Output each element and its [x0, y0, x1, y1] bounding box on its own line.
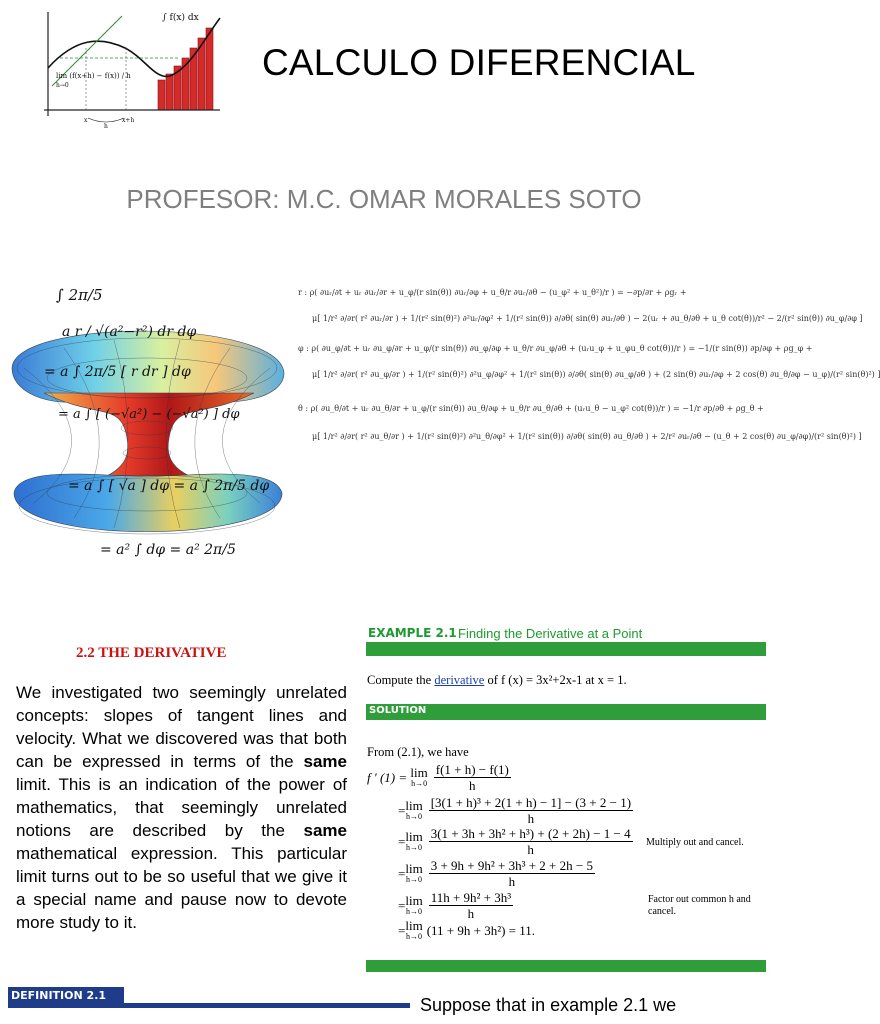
- final-result: (11 + 9h + 3h²) = 11.: [426, 923, 536, 938]
- example-label: EXAMPLE 2.1: [368, 626, 457, 640]
- professor-line: PROFESOR: M.C. OMAR MORALES SOTO: [126, 184, 642, 214]
- derivative-link[interactable]: derivative: [434, 673, 485, 687]
- limit-op: lim h→0: [405, 892, 423, 916]
- h-label: h: [104, 123, 108, 130]
- ns-eq-r-visc: μ[ 1/r² ∂/∂r( r² ∂uᵣ/∂r ) + 1/(r² sin(θ)²) ∂²uᵣ/∂φ² + 1/(r² sin(θ)) ∂/∂θ( sin(θ) ∂uᵣ/∂θ ) − 2(uᵣ + ∂u_θ/∂θ + u_θ cot(θ))/r² − 2/(r² sin(θ)) ∂u_φ/∂φ ]: [312, 314, 863, 323]
- derivation-step-4: = lim h→0 $\frac{\text{3 + 9h + 9h² + 3h³ + 2 + 2h − 5}}{h}$: [398, 858, 593, 889]
- limit-op: lim h→0: [405, 828, 423, 852]
- example-title: Finding the Derivative at a Point: [458, 626, 643, 641]
- example-top-bar: [366, 642, 766, 656]
- same-emphasis-2: same: [303, 821, 347, 840]
- surface-eq-4: = a ∫ [ (−√a²) − (−√a²) ] dφ: [58, 407, 240, 422]
- ns-eq-theta: θ : ρ( ∂u_θ/∂t + uᵣ ∂u_θ/∂r + u_φ/(r sin(θ)) ∂u_θ/∂φ + u_θ/r ∂u_θ/∂θ + (uᵣu_θ − u_φ² cot(θ))/r ) = −1/r ∂p/∂θ + ρg_θ +: [298, 404, 764, 413]
- limit-op: lim h→0: [405, 797, 423, 821]
- ns-eq-r: r : ρ( ∂uᵣ/∂t + uᵣ ∂uᵣ/∂r + u_φ/(r sin(θ)) ∂uᵣ/∂φ + u_θ/r ∂uᵣ/∂θ − (u_φ² + u_θ²)/r ) = −∂p/∂r + ρgᵣ +: [298, 288, 687, 297]
- prompt-prefix: Compute the: [367, 673, 435, 687]
- derivation-step-5: = lim h→0 $\frac{\text{11h + 9h² + 3h³}}{h}$: [398, 890, 512, 921]
- surface-eq-2: a r / √(a²−r²) dr dφ: [62, 324, 197, 340]
- fraction: $\frac{f(1 + h) - f(1)}{h}$: [435, 762, 509, 793]
- limit-label: lim (f(x+h) − f(x)) / h: [56, 72, 131, 80]
- fraction: $\frac{\text{3(1 + 3h + 3h² + h³) + (2 + 2h) − 1 − 4}}{h}$: [430, 826, 631, 857]
- section-heading: 2.2 THE DERIVATIVE: [76, 645, 227, 661]
- calculus-sketch-logo: [30, 8, 230, 133]
- same-emphasis-1: same: [303, 752, 347, 771]
- x-plus-h-label: x+h: [122, 117, 135, 124]
- note-multiply: Multiply out and cancel.: [646, 837, 744, 848]
- suppose-text: Suppose that in example 2.1 we: [420, 995, 677, 1015]
- prompt-suffix: of f (x) = 3x²+2x-1 at x = 1.: [484, 673, 627, 687]
- ns-eq-phi: φ : ρ( ∂u_φ/∂t + uᵣ ∂u_φ/∂r + u_φ/(r sin(θ)) ∂u_φ/∂φ + u_θ/r ∂u_φ/∂θ + (uᵣu_φ + u_φu_θ cot(θ))/r ) = −1/(r sin(θ)) ∂p/∂φ + ρg_φ +: [298, 344, 813, 353]
- limit-op: lim h→0: [405, 860, 423, 884]
- derivation-step-2: = lim h→0 $\frac{\text{[3(1 + h)³ + 2(1 + h) − 1] − (3 + 2 − 1)}}{h}$: [398, 795, 632, 826]
- navier-stokes-equations: [298, 282, 880, 458]
- surface-eq-1: ∫ 2π/5: [56, 286, 103, 304]
- integral-label: ∫ f(x) dx: [162, 13, 199, 23]
- note-cancel: cancel.: [648, 906, 677, 917]
- note-factor: Factor out common h and: [648, 894, 751, 905]
- derivation-step-6: = lim h→0 (11 + 9h + 3h²) = 11.: [398, 918, 536, 941]
- paragraph-part-2: limit. This is an indication of the power of mathematics, that seemingly unrelated notions are described by the: [16, 775, 347, 840]
- limit-sub-label: h→0: [56, 82, 69, 89]
- surface-eq-3: = a ∫ 2π/5 [ r dr ] dφ: [44, 364, 191, 380]
- definition-label: DEFINITION 2.1: [11, 989, 107, 1002]
- solution-label: SOLUTION: [369, 705, 427, 716]
- limit-op: lim h→0: [405, 918, 423, 941]
- surface-eq-6: = a² ∫ dφ = a² 2π/5: [100, 542, 236, 558]
- surface-eq-5: = a ∫ [ √a ] dφ = a ∫ 2π/5 dφ: [68, 478, 270, 494]
- section-paragraph: [16, 681, 347, 934]
- paragraph-part-1: We investigated two seemingly unrelated concepts: slopes of tangent lines and velocity. What we discovered was that both can be expressed in terms of the: [16, 683, 347, 771]
- paragraph-part-3: mathematical expression. This particular limit turns out to be so useful that we give it a special name and pause now to devote more study to it.: [16, 844, 347, 932]
- fraction: $\frac{\text{[3(1 + h)³ + 2(1 + h) − 1] − (3 + 2 − 1)}}{h}$: [430, 795, 632, 826]
- fraction: $\frac{\text{3 + 9h + 9h² + 3h³ + 2 + 2h − 5}}{h}$: [430, 858, 593, 889]
- fraction: $\frac{\text{11h + 9h² + 3h³}}{h}$: [430, 890, 512, 921]
- derivation-step-3: = lim h→0 $\frac{\text{3(1 + 3h + 3h² + h³) + (2 + 2h) − 1 − 4}}{h}$: [398, 826, 631, 857]
- limit-op: lim h→0: [410, 764, 428, 788]
- x-label: x: [84, 117, 88, 124]
- ns-eq-theta-visc: μ[ 1/r² ∂/∂r( r² ∂u_θ/∂r ) + 1/(r² sin(θ)²) ∂²u_θ/∂φ² + 1/(r² sin(θ)) ∂/∂θ( sin(θ) ∂u_θ/∂θ ) + 2/r² ∂uᵣ/∂θ − (u_θ + 2 cos(θ) ∂u_φ/∂φ)/(r² sin(θ)²) ]: [312, 432, 862, 441]
- from-text: From (2.1), we have: [367, 745, 469, 759]
- fprime-label: f ′ (1) =: [367, 769, 408, 785]
- hyperboloid-surface-figure: [4, 278, 290, 580]
- ns-eq-phi-visc: μ[ 1/r² ∂/∂r( r² ∂u_φ/∂r ) + 1/(r² sin(θ)²) ∂²u_φ/∂φ² + 1/(r² sin(θ)) ∂/∂θ( sin(θ) ∂u_φ/∂θ ) + (2 sin(θ) ∂uᵣ/∂φ + 2 cos(θ) ∂u_θ/∂φ − u_φ)/(r² sin(θ)²) ]: [312, 370, 880, 379]
- derivation-step-1: [367, 762, 513, 793]
- page-title: CALCULO DIFERENCIAL: [262, 42, 696, 83]
- example-bottom-bar: [366, 960, 766, 972]
- example-prompt: [367, 673, 627, 688]
